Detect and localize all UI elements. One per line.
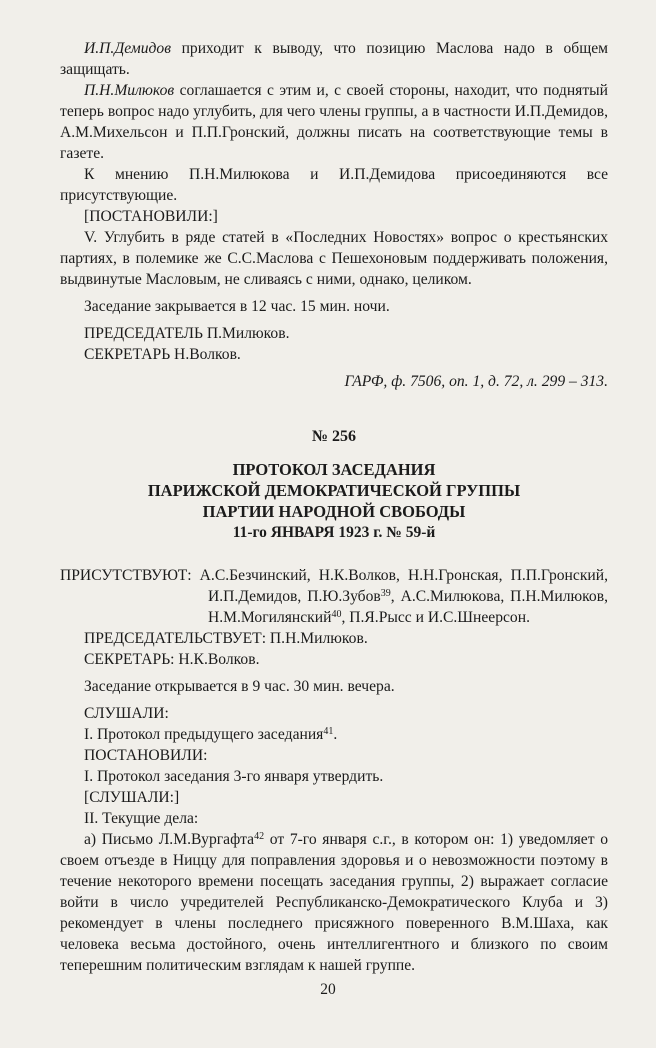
- resolution-text: V. Углубить в ряде статей в «Последних Новостях» вопрос о крестьянских партиях, в полемике же С.С.Маслова с Пешехоновым поддерживать положения, выдвинутые Масловым, не сливаясь с ними, однако, целиком.: [60, 229, 608, 288]
- archive-source: ГАРФ, ф. 7506, оп. 1, д. 72, л. 299 – 313.: [344, 373, 608, 390]
- document-page: [60, 38, 608, 976]
- document-title-line-3: ПАРТИИ НАРОДНОЙ СВОБОДЫ: [202, 502, 466, 521]
- heard-label-2: [СЛУШАЛИ:]: [84, 789, 180, 806]
- footnote-41: 41: [323, 726, 334, 737]
- document-date: 11-го ЯНВАРЯ 1923 г. № 59-й: [232, 524, 436, 541]
- attendees-list-3: , П.Я.Рысс и И.С.Шнеерсон.: [341, 609, 530, 626]
- footnote-40: 40: [331, 609, 342, 620]
- letter-text-1: а) Письмо Л.М.Вургафта: [84, 831, 255, 848]
- heard-item-1-text: I. Протокол предыдущего заседания: [84, 726, 324, 743]
- paragraph-demidov-text: приходит к выводу, что позицию Маслова надо в общем защищать.: [60, 40, 608, 78]
- chairman-line: ПРЕДСЕДАТЕЛЬСТВУЕТ: П.Н.Милюков.: [84, 630, 368, 647]
- paragraph-agreement: К мнению П.Н.Милюкова и И.П.Демидова присоединяются все присутствующие.: [60, 166, 608, 204]
- paragraph-milyukov: [60, 80, 608, 164]
- page-number: 20: [320, 981, 336, 998]
- attendees-list-1: А.С.Безчинский, Н.К.Волков, Н.Н.Гронская, П.П.Гронский, И.П.Демидов, П.Ю.Зубов: [191, 567, 608, 605]
- attendees-list-2: , А.С.Милюкова, П.Н.Милюков, Н.М.Могилянский: [208, 588, 608, 626]
- heard-item-2: II. Текущие дела:: [84, 810, 199, 827]
- footnote-42: 42: [254, 831, 265, 842]
- speaker-milyukov: П.Н.Милюков: [84, 82, 175, 99]
- paragraph-milyukov-text: соглашается с этим и, с своей стороны, находит, что поднятый теперь вопрос надо углубить, для чего члены группы, а в частности И.П.Демидов, А.М.Михельсон и П.П.Гронский, должны писать на соответствующие темы в газете.: [60, 82, 608, 162]
- paragraph-demidov: [60, 38, 608, 80]
- secretary-signature: СЕКРЕТАРЬ Н.Волков.: [84, 346, 241, 363]
- heard-label: СЛУШАЛИ:: [84, 705, 169, 722]
- closing-time: Заседание закрывается в 12 час. 15 мин. ночи.: [84, 298, 390, 315]
- opening-time: Заседание открывается в 9 час. 30 мин. вечера.: [84, 678, 395, 695]
- attendees: [60, 565, 608, 628]
- attendees-label: ПРИСУТСТВУЮТ:: [60, 567, 192, 584]
- speaker-demidov: И.П.Демидов: [84, 40, 171, 57]
- chair-signature: ПРЕДСЕДАТЕЛЬ П.Милюков.: [84, 325, 290, 342]
- secretary-line: СЕКРЕТАРЬ: Н.К.Волков.: [84, 651, 260, 668]
- letter-text-2: от 7-го января с.г., в котором он: 1) уведомляет о своем отъезде в Ниццу для поправления здоровья и о невозможности поэтому в течение некоторого времени посещать заседания группы, 2) выражает согласие войти в число учредителей Республиканско-Демократического Клуба и 3) рекомендует в члены последнего присяжного поверенного В.М.Шаха, как человека весьма достойного, очень интеллигентного и близкого по своим теперешним политическим взглядам к нашей группе.: [60, 831, 608, 974]
- resolved-label: [ПОСТАНОВИЛИ:]: [84, 208, 218, 225]
- document-title-line-1: ПРОТОКОЛ ЗАСЕДАНИЯ: [232, 460, 436, 479]
- letter-paragraph: [60, 829, 608, 976]
- document-title-line-2: ПАРИЖСКОЙ ДЕМОКРАТИЧЕСКОЙ ГРУППЫ: [147, 481, 521, 500]
- resolved-label-2: ПОСТАНОВИЛИ:: [84, 747, 208, 764]
- heard-item-1-end: .: [333, 726, 338, 743]
- document-number: № 256: [311, 428, 357, 445]
- footnote-39: 39: [380, 588, 391, 599]
- heard-item-1: [60, 724, 608, 745]
- resolved-item-1: I. Протокол заседания 3-го января утвердить.: [84, 768, 384, 785]
